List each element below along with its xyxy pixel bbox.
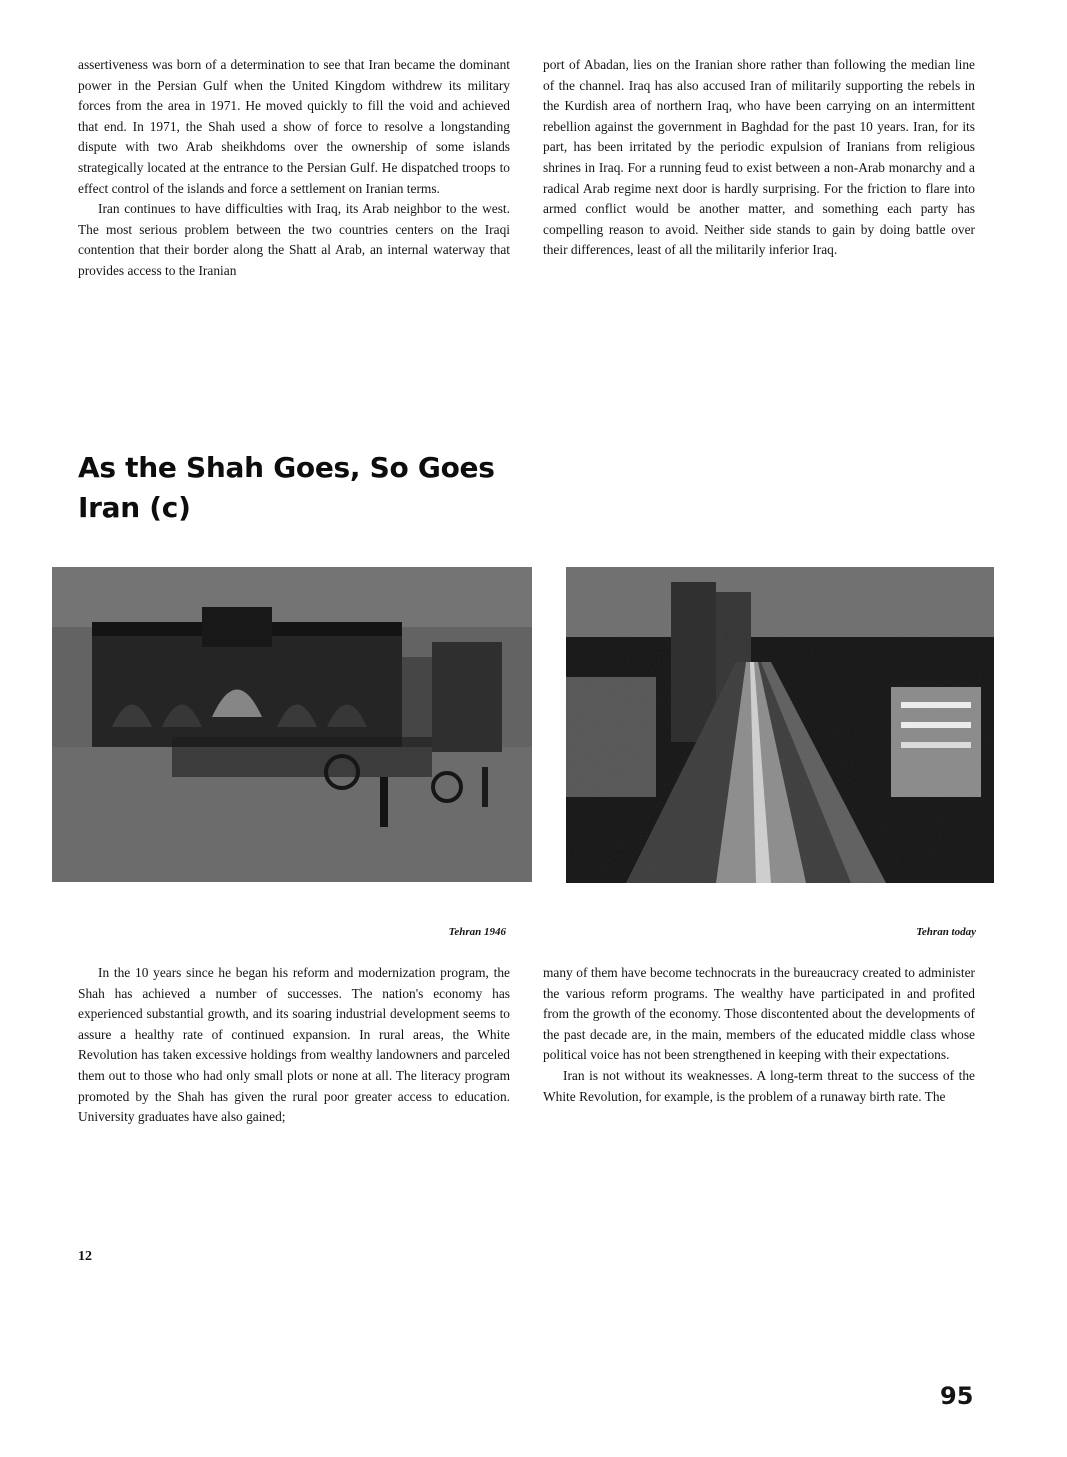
paragraph: port of Abadan, lies on the Iranian shore rather than following the median line of the channel. Iraq has also accused Iran of militarily supporting the rebels in the Kurdish area of northern Iraq, who have been carrying on an intermittent rebellion against the government in Baghdad for the past 10 years. Iran, for its part, has been irritated by the periodic expulsion of Iranians from religious shrines in Iraq. For a running feud to exist between a non-Arab monarchy and a radical Arab regime next door is hardly surprising. For the friction to flare into armed conflict would be another matter, and something each party has compelling reason to avoid. Neither side stands to gain by doing battle over their differences, least of all the militarily inferior Iraq. (543, 57, 975, 258)
photo-tehran-1946 (52, 567, 532, 882)
paragraph: many of them have become technocrats in the bureaucracy created to administer the various reform programs. The wealthy have participated in and profited from the growth of the economy. Those discontented about the developments of the past decade are, in the main, members of the educated middle class whose political voice has not been strengthened in keeping with their expectations. (543, 965, 975, 1063)
column-bottom-right (543, 963, 975, 1107)
page-number-right: 95 (940, 1382, 974, 1410)
photo-caption-today: Tehran today (916, 926, 976, 938)
section-headline: As the Shah Goes, So Goes Iran (c) (78, 451, 495, 524)
column-top-right (543, 55, 975, 261)
paragraph: Iran continues to have difficulties with Iraq, its Arab neighbor to the west. The most serious problem between the two countries centers on the Iraqi contention that their border along the Shatt al Arab, an internal waterway that provides access to the Iranian (78, 201, 510, 278)
paragraph: assertiveness was born of a determination to see that Iran became the dominant power in the Persian Gulf when the United Kingdom withdrew its military forces from the area in 1971. He moved quickly to fill the void and achieved that end. In 1971, the Shah used a show of force to resolve a longstanding dispute with two Arab sheikhdoms over the ownership of some islands strategically located at the entrance to the Persian Gulf. He dispatched troops to effect control of the islands and force a settlement on Iranian terms. (78, 57, 510, 196)
paragraph: In the 10 years since he began his reform and modernization program, the Shah has achieved a number of successes. The nation's economy has experienced substantial growth, and its soaring industrial development seems to assure a healthy rate of continued expansion. In rural areas, the White Revolution has taken excessive holdings from wealthy landowners and parceled them out to those who had only small plots or none at all. The literacy program promoted by the Shah has given the rural poor greater access to education. University graduates have also gained; (78, 965, 510, 1125)
page-number-left: 12 (78, 1249, 92, 1264)
paragraph: Iran is not without its weaknesses. A long-term threat to the success of the White Revolution, for example, is the problem of a runaway birth rate. The (543, 1067, 975, 1104)
photo-tehran-today (566, 567, 994, 883)
photo-caption-1946: Tehran 1946 (448, 926, 506, 938)
column-top-left (78, 55, 510, 282)
column-bottom-left (78, 963, 510, 1128)
